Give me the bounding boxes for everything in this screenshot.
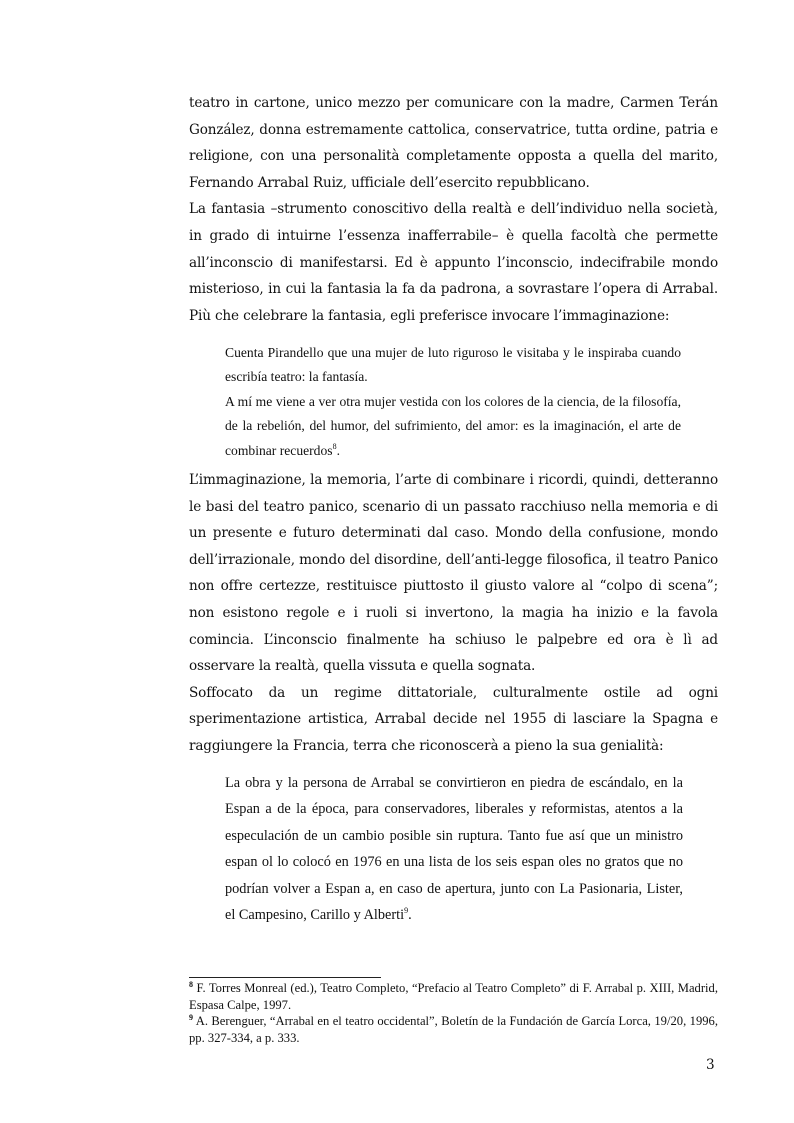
quote-2-text-block (225, 770, 683, 928)
paragraph-4: Soffocato da un regime dittatoriale, culturalmente ostile ad ogni sperimentazione artistica, Arrabal decide nel 1955 di lasciare la Spagna e raggiungere la Francia, terra che riconoscerà a pieno la sua genialità: (189, 684, 718, 754)
body-block-2 (189, 467, 718, 760)
footnote-ref-8[interactable]: 8 (332, 441, 337, 451)
body-block-1 (189, 90, 718, 329)
page-number: 3 (706, 1057, 715, 1073)
paragraph-1: teatro in cartone, unico mezzo per comunicare con la madre, Carmen Terán González, donna estremamente cattolica, conservatrice, tutta ordine, patria e religione, con una personalità completamente opposta a quella del marito, Fernando Arrabal Ruiz, ufficiale dell’esercito repubblicano. (189, 95, 718, 191)
block-quote-2 (225, 770, 683, 928)
footnote-8 (189, 980, 718, 1013)
footnote-9-text: A. Berenguer, “Arrabal en el teatro occidental”, Boletín de la Fundación de García Lorca, 19/20, 1996, pp. 327-334, a p. 333. (189, 1014, 718, 1045)
footnote-separator (189, 977, 381, 978)
footnote-8-number: 8 (189, 980, 193, 989)
paragraph-2: La fantasia –strumento conoscitivo della realtà e dell’individuo nella società, in grado di intuirne l’essenza inafferrabile– è quella facoltà che permette all’inconscio di manifestarsi. Ed è appunto l’inconscio, indecifrabile mondo misterioso, in cui la fantasia la fa da padrona, a sovrastare l’opera di Arrabal. Più che celebrare la fantasia, egli preferisce invocare l’immaginazione: (189, 201, 718, 324)
quote-2-end: . (408, 907, 412, 924)
quote-2-text: La obra y la persona de Arrabal se convirtieron en piedra de escándalo, en la Espan a de la época, para conservadores, liberales y reformistas, atentos a la especulación de un cambio posible sin ruptura. Tanto fue así que un ministro espan ol lo colocó en 1976 en una lista de los seis espan oles no gratos que no podrían volver a Espan a, en caso de apertura, junto con La Pasionaria, Lister, el Campesino, Carillo y Alberti (225, 775, 683, 924)
footnotes (189, 980, 718, 1046)
block-quote-1 (225, 341, 681, 463)
footnote-9-number: 9 (189, 1013, 193, 1022)
footnote-ref-9[interactable]: 9 (404, 906, 409, 916)
footnote-9 (189, 1013, 718, 1046)
quote-1-line-2 (225, 390, 681, 463)
quote-1-line-1: Cuenta Pirandello que una mujer de luto riguroso le visitaba y le inspiraba cuando escribía teatro: la fantasía. (225, 345, 681, 385)
footnote-8-text: F. Torres Monreal (ed.), Teatro Completo, “Prefacio al Teatro Completo” di F. Arrabal p. XIII, Madrid, Espasa Calpe, 1997. (189, 981, 718, 1012)
quote-1-end: . (336, 442, 340, 458)
quote-1-line-2-text: A mí me viene a ver otra mujer vestida con los colores de la ciencia, de la filosofía, de la rebelión, del humor, del sufrimiento, del amor: es la imaginación, el arte de combinar recuerdos (225, 393, 681, 458)
paragraph-3: L’immaginazione, la memoria, l’arte di combinare i ricordi, quindi, detteranno le basi del teatro panico, scenario di un passato racchiuso nella memoria e di un presente e futuro determinati dal caso. Mondo della confusione, mondo dell’irrazionale, mondo del disordine, dell’anti-legge filosofica, il teatro Panico non offre certezze, restituisce piuttosto il giusto valore al “colpo di scena”; non esistono regole e i ruoli si invertono, la magia ha inizio e la favola comincia. L’inconscio finalmente ha schiuso le palpebre ed ora è lì ad osservare la realtà, quella vissuta e quella sognata. (189, 472, 718, 675)
